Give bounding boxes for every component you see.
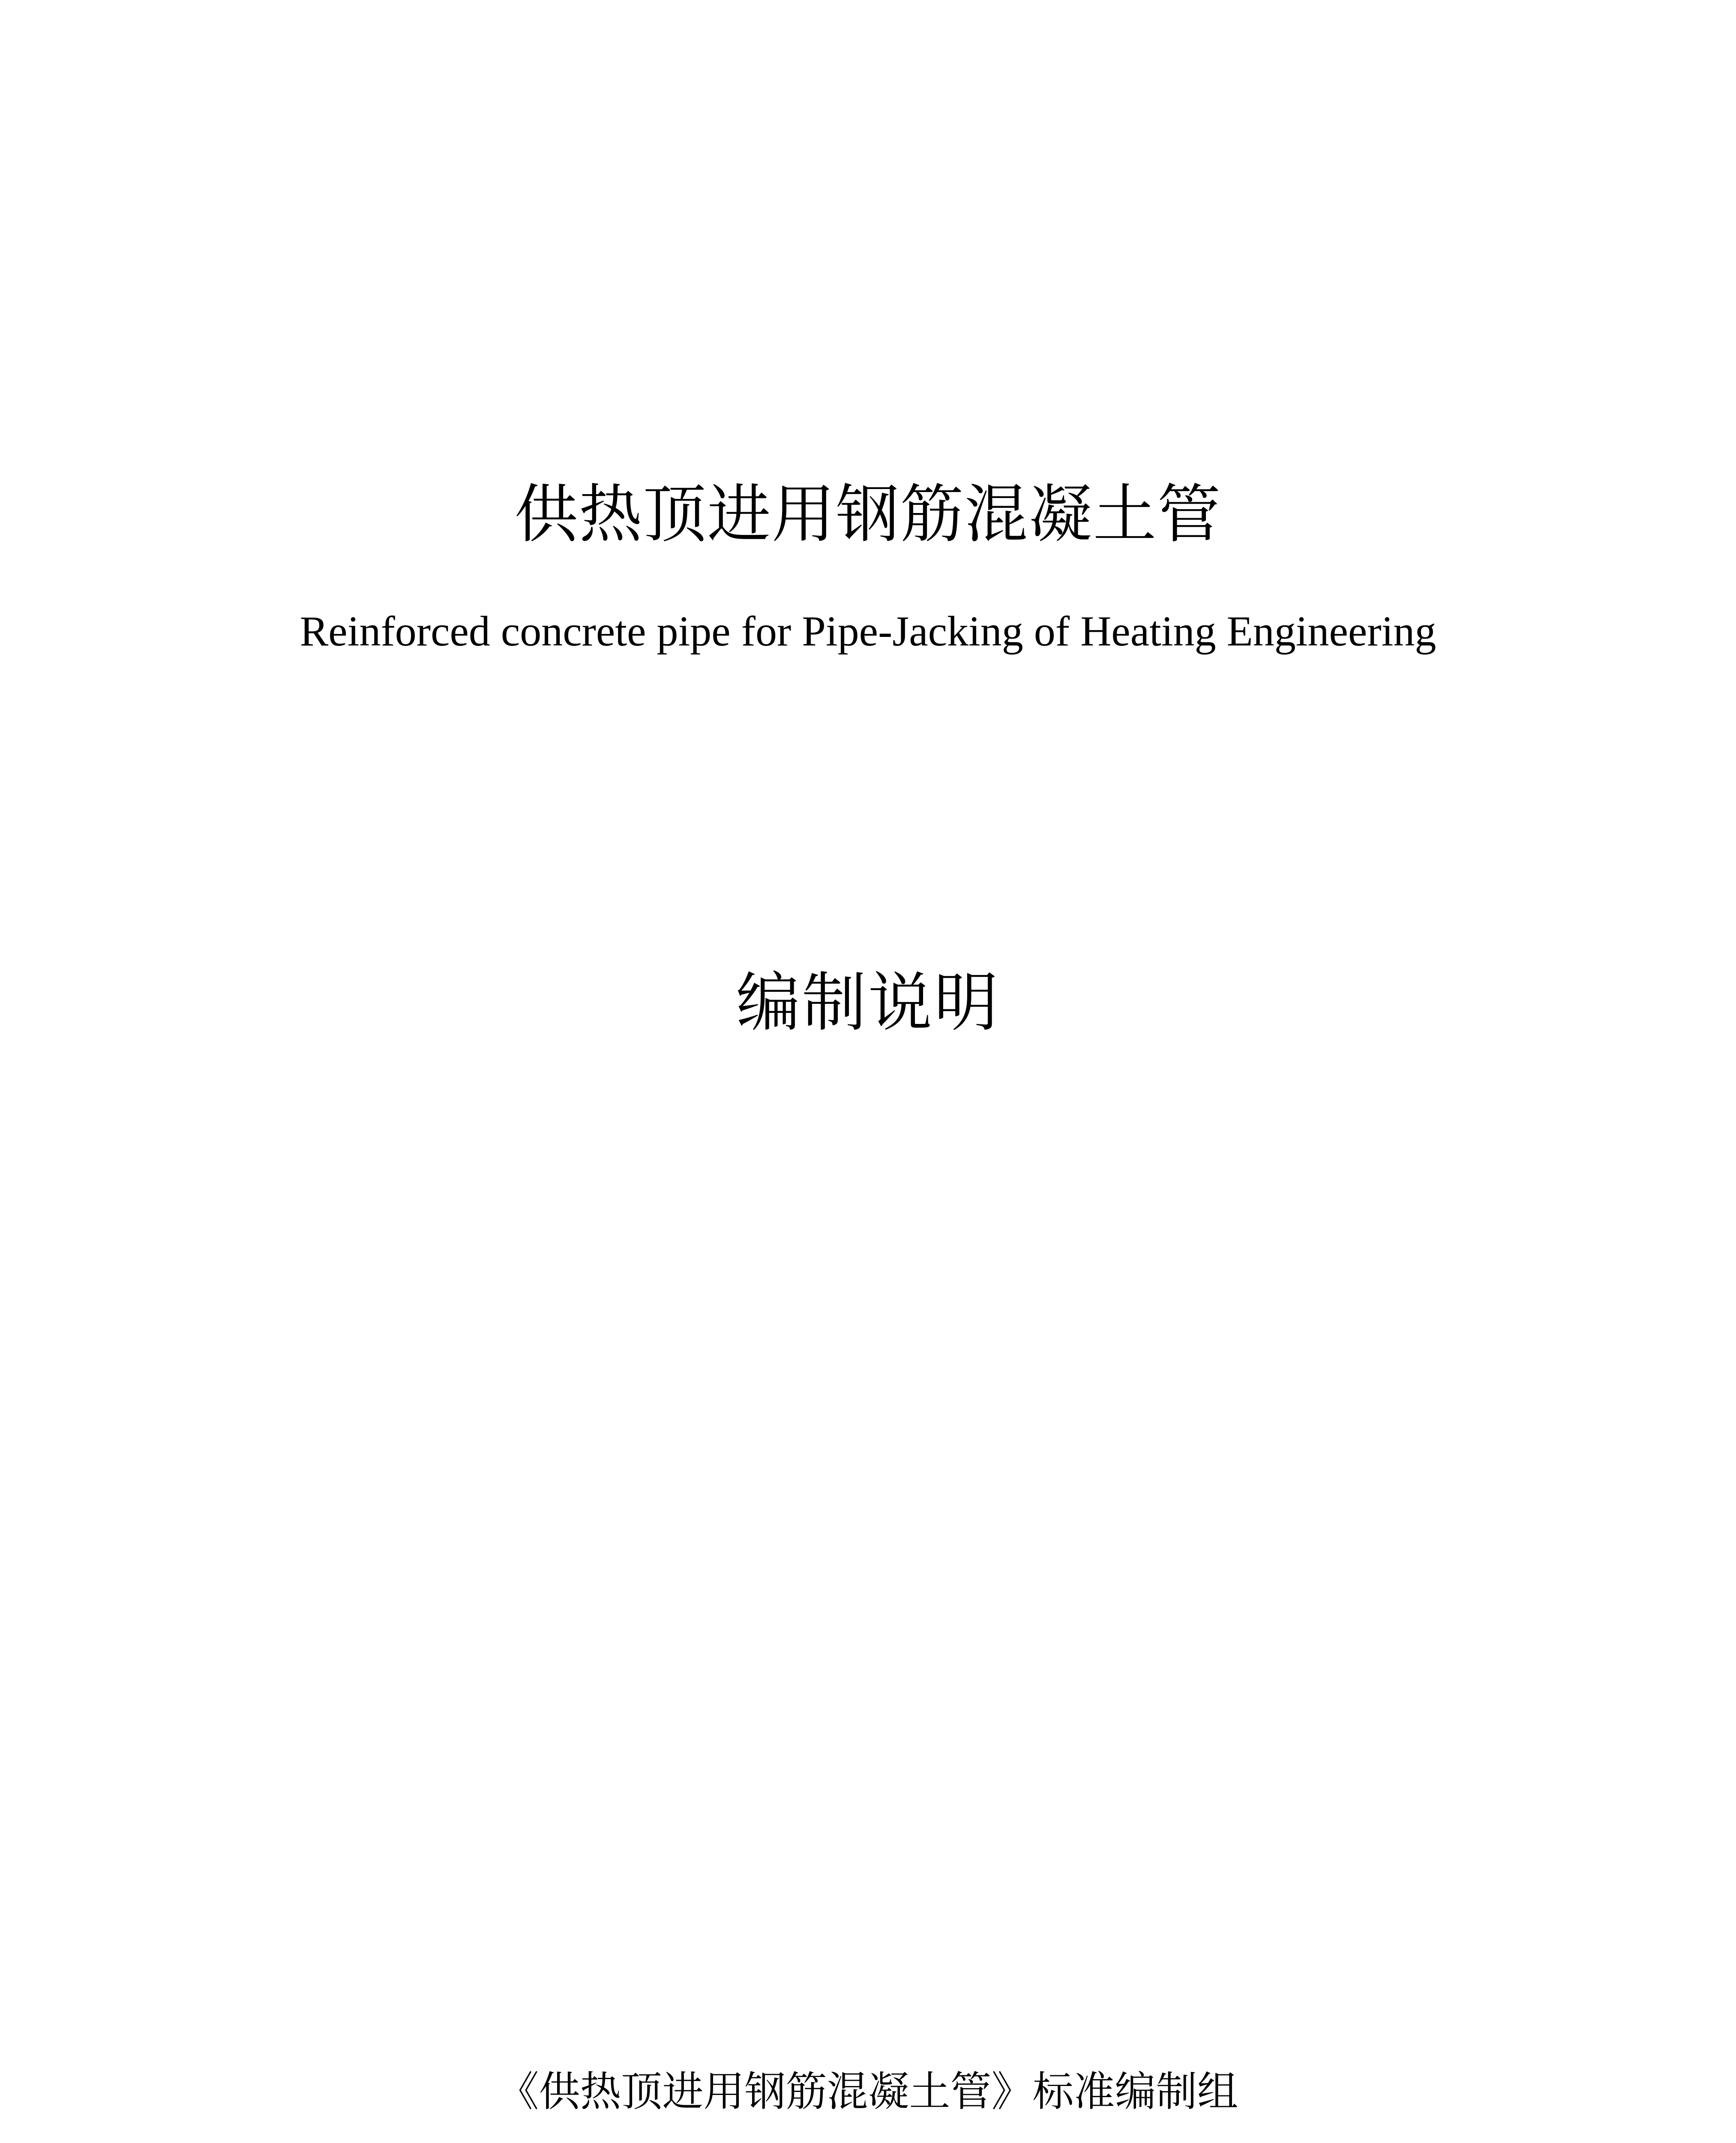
document-title-cn: 供热顶进用钢筋混凝土管	[514, 477, 1222, 551]
editorial-group: 《供热顶进用钢筋混凝土管》标准编制组	[498, 2068, 1238, 2116]
section-heading: 编制说明	[736, 966, 1000, 1040]
document-title-en: Reinforced concrete pipe for Pipe-Jacking of Heating Engineering	[300, 607, 1436, 655]
